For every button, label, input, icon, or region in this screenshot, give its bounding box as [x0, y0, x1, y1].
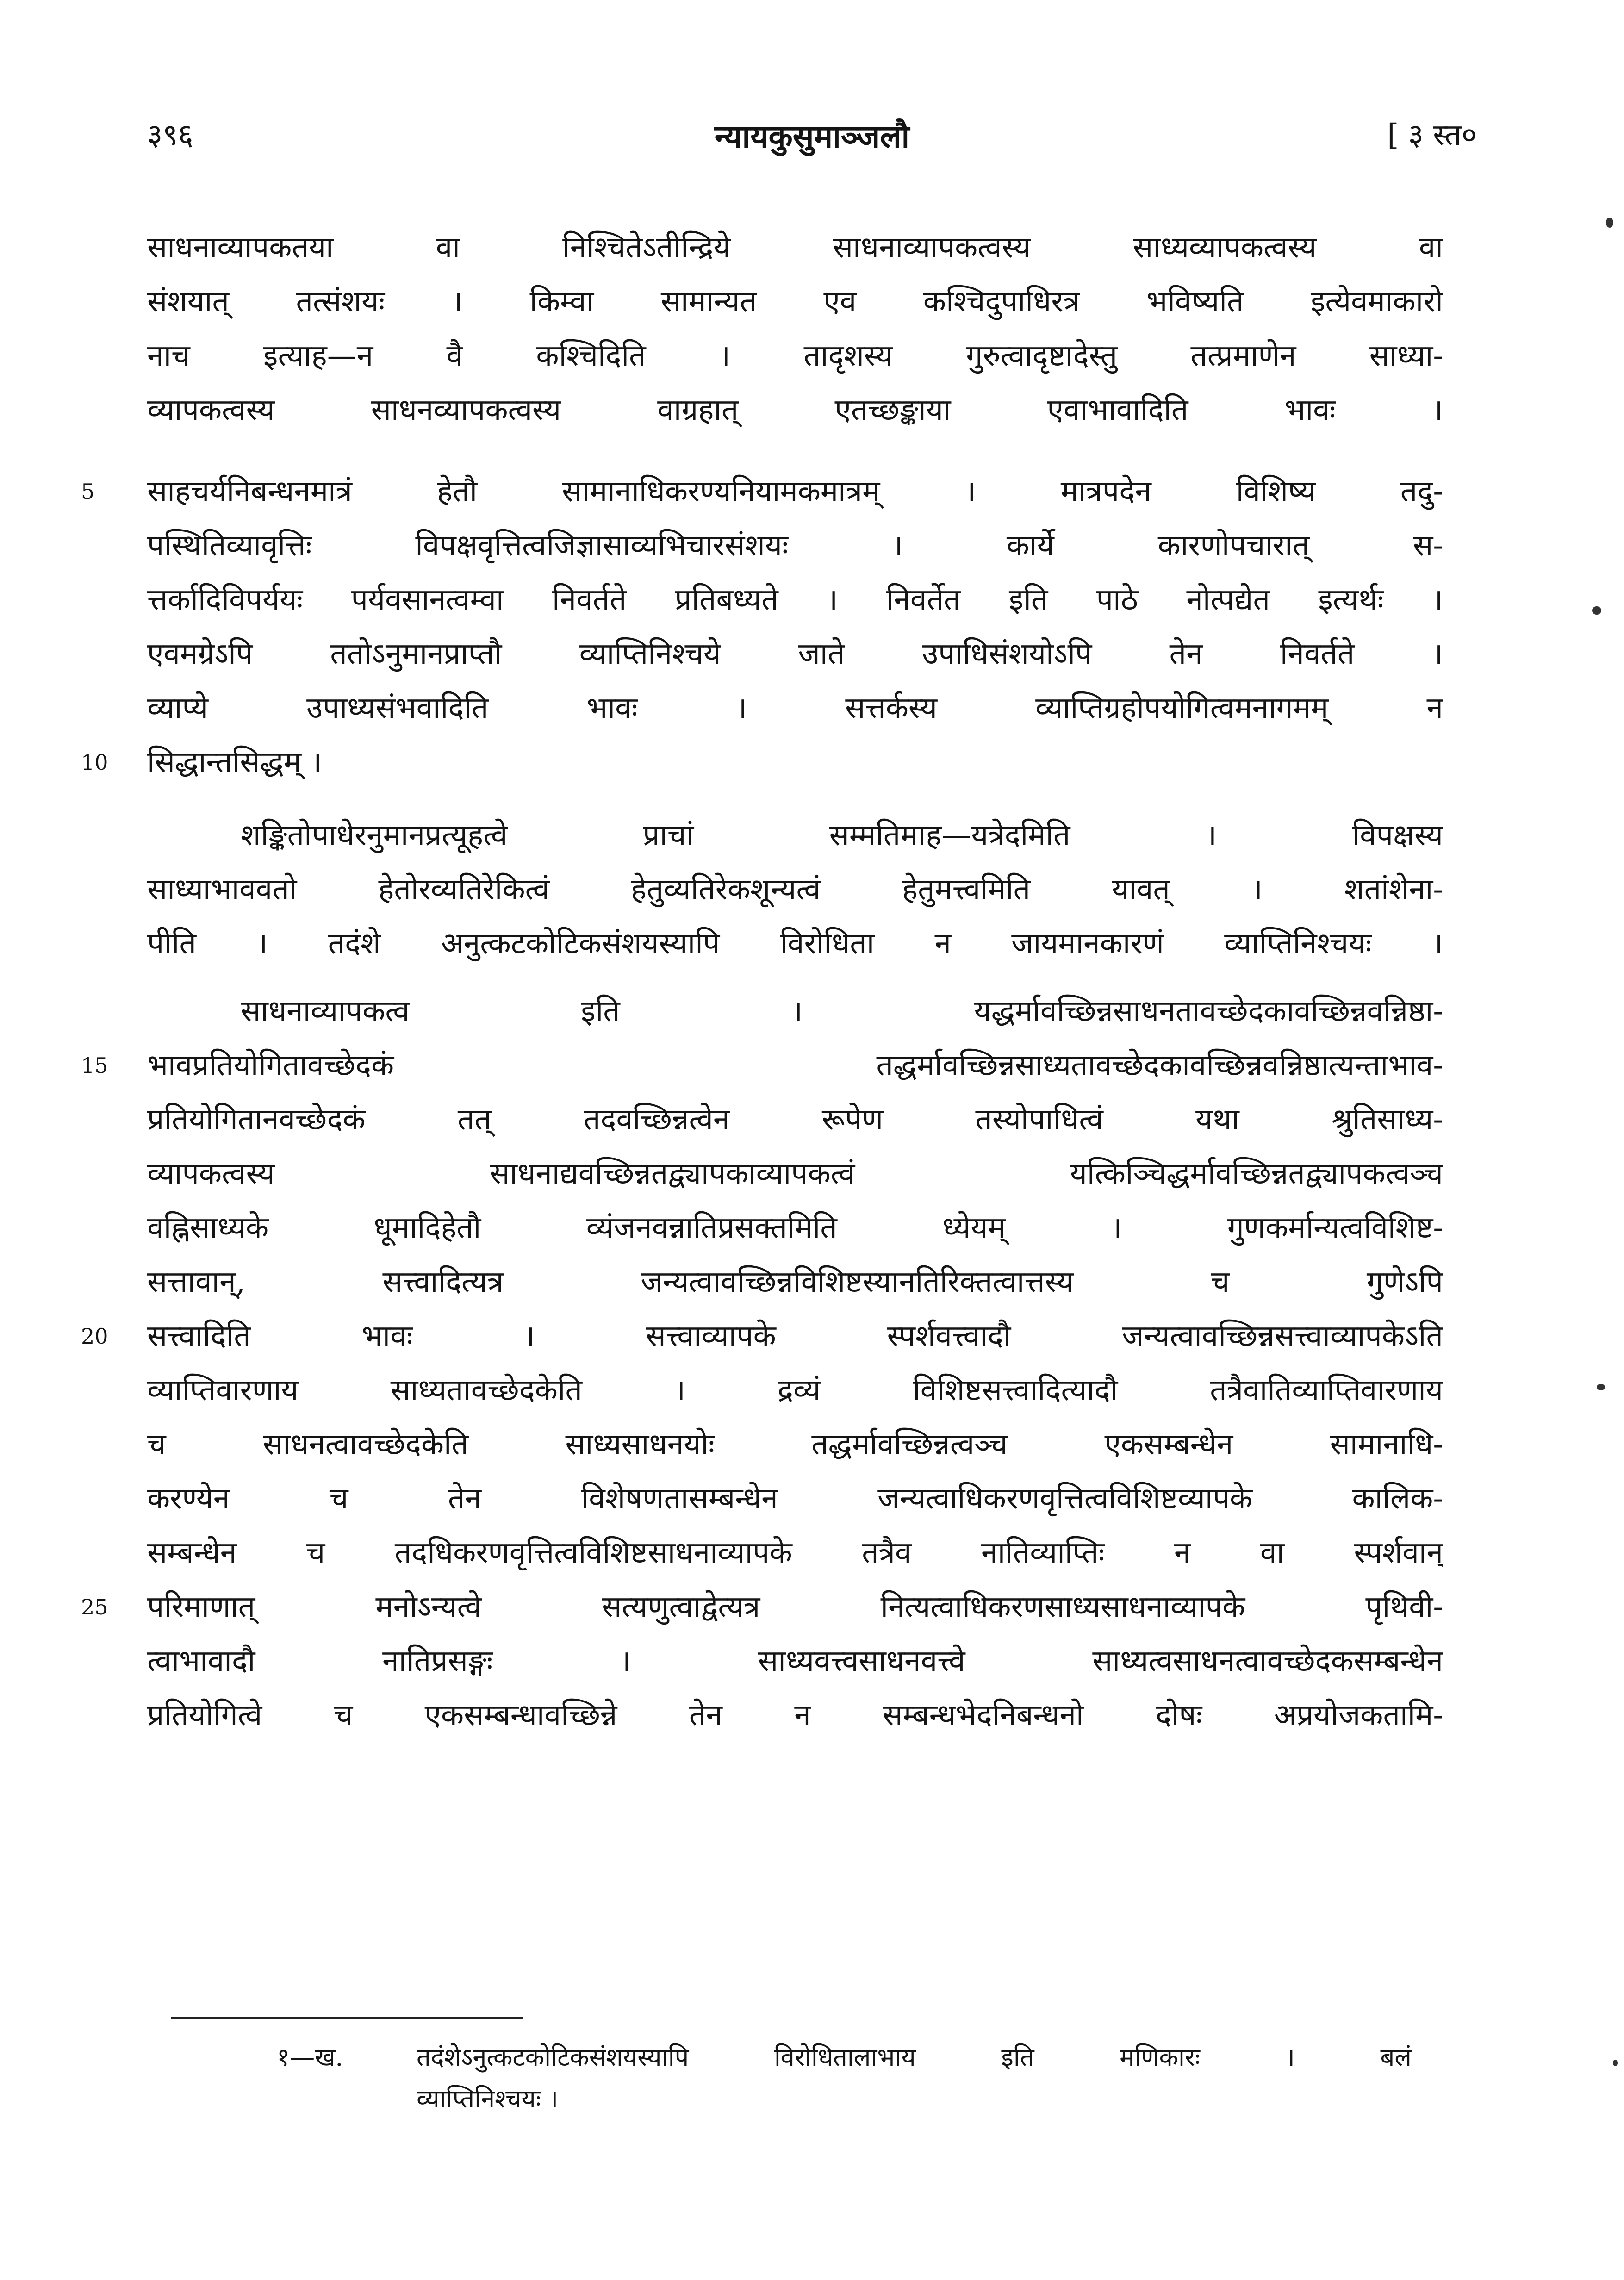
footnote-marker: १—ख. — [277, 2043, 343, 2072]
text-line: एवमग्रेऽपि ततोऽनुमानप्राप्तौ व्याप्तिनिश्चये जाते उपाधिसंशयोऽपि तेन निवर्तते । — [147, 637, 1443, 671]
text-line: सिद्धान्तसिद्धम् । — [147, 745, 322, 779]
text-line: त्वाभावादौ नातिप्रसङ्गः । साध्यवत्त्वसाधनवत्त्वे साध्यत्वसाधनत्वावच्छेदकसम्बन्धेन — [147, 1644, 1443, 1678]
text-line: साधनाव्यापकत्व इति । यद्धर्मावच्छिन्नसाधनतावच्छेदकावच्छिन्नवन्निष्ठा- — [241, 994, 1443, 1028]
line-number: 25 — [81, 1595, 108, 1620]
line-number: 5 — [81, 479, 95, 504]
text-line: व्यापकत्वस्य साधनाद्यवच्छिन्नतद्व्यापकाव्यापकत्वं यत्किञ्चिद्धर्मावच्छिन्नतद्व्यापकत्वञ्च — [147, 1157, 1443, 1191]
text-line: च साधनत्वावच्छेदकेति साध्यसाधनयोः तद्धर्मावच्छिन्नत्वञ्च एकसम्बन्धेन सामानाधि- — [147, 1427, 1443, 1462]
text-line: पीति । तदंशे अनुत्कटकोटिकसंशयस्यापि विरोधिता न जायमानकारणं व्याप्तिनिश्चयः । — [147, 927, 1443, 961]
text-line: व्याप्तिवारणाय साध्यतावच्छेदकेति । द्रव्यं विशिष्टसत्त्वादित्यादौ तत्रैवातिव्याप्तिवारणाय — [147, 1373, 1443, 1408]
line-number: 10 — [81, 750, 108, 775]
text-line: व्यापकत्वस्य साधनव्यापकत्वस्य वाग्रहात् एतच्छङ्काया एवाभावादिति भावः । — [147, 393, 1443, 427]
page-header — [147, 113, 1477, 169]
footnote-text: तदंशेऽनुत्कटकोटिकसंशयस्यापि विरोधितालाभाय इति मणिकारः । बलं — [417, 2043, 1412, 2072]
text-line: परिमाणात् मनोऽन्यत्वे सत्यणुत्वाद्वेत्यत्र नित्यत्वाधिकरणसाध्यसाधनाव्यापके पृथिवी- — [147, 1590, 1443, 1624]
text-line: पस्थितिव्यावृत्तिः विपक्षवृत्तित्वजिज्ञासाव्यभिचारसंशयः । कार्ये कारणोपचारात् स- — [147, 529, 1443, 563]
text-line: शङ्कितोपाधेरनुमानप्रत्यूहत्वे प्राचां सम्मतिमाह—यत्रेदमिति । विपक्षस्य — [241, 818, 1443, 853]
text-line: प्रतियोगित्वे च एकसम्बन्धावच्छिन्ने तेन न सम्बन्धभेदनिबन्धनो दोषः अप्रयोजकतामि- — [147, 1698, 1443, 1732]
footnote-continuation: व्याप्तिनिश्चयः । — [417, 2084, 559, 2113]
text-line: सत्तावान्, सत्त्वादित्यत्र जन्यत्वावच्छिन्नविशिष्टस्यानतिरिक्तत्वात्तस्य च गुणेऽपि — [147, 1265, 1443, 1299]
line-number: 15 — [81, 1053, 108, 1078]
section-marker: [ ३ स्त० — [1387, 118, 1477, 152]
text-line: संशयात् तत्संशयः । किम्वा सामान्यत एव कश्चिदुपाधिरत्र भविष्यति इत्येवमाकारो — [147, 285, 1443, 319]
footnote-rule — [171, 2017, 523, 2019]
scan-speck — [1613, 2060, 1618, 2066]
text-line: त्तर्कादिविपर्ययः पर्यवसानत्वम्वा निवर्तते प्रतिबध्यते । निवर्तेत इति पाठे नोत्पद्येत इत्यर्थः । — [147, 583, 1443, 617]
text-line: भावप्रतियोगितावच्छेदकं तद्धर्मावच्छिन्नसाध्यतावच्छेदकावच्छिन्नवन्निष्ठात्यन्ताभाव- — [147, 1048, 1443, 1083]
text-line: सम्बन्धेन च तदधिकरणवृत्तित्वविशिष्टसाधनाव्यापके तत्रैव नातिव्याप्तिः न वा स्पर्शवान् — [147, 1536, 1443, 1570]
text-line: वह्निसाध्यके धूमादिहेतौ व्यंजनवन्नातिप्रसक्तमिति ध्येयम् । गुणकर्मान्यत्वविशिष्ट- — [147, 1211, 1443, 1245]
scan-speck — [1597, 1384, 1605, 1390]
text-line: करण्येन च तेन विशेषणतासम्बन्धेन जन्यत्वाधिकरणवृत्तित्वविशिष्टव्यापके कालिक- — [147, 1482, 1443, 1516]
text-line: व्याप्ये उपाध्यसंभवादिति भावः । सत्तर्कस्य व्याप्तिग्रहोपयोगित्वमनागमम् न — [147, 691, 1443, 725]
text-line: नाच इत्याह—न वै कश्चिदिति । तादृशस्य गुरुत्वादृष्टादेस्तु तत्प्रमाणेन साध्या- — [147, 339, 1443, 373]
scan-speck — [1606, 218, 1613, 228]
text-line: साधनाव्यापकतया वा निश्चितेऽतीन्द्रिये साधनाव्यापकत्वस्य साध्यव्यापकत्वस्य वा — [147, 230, 1443, 265]
running-title: न्यायकुसुमाञ्जलौ — [714, 118, 910, 155]
text-line: सत्त्वादिति भावः । सत्त्वाव्यापके स्पर्शवत्त्वादौ जन्यत्वावच्छिन्नसत्त्वाव्यापकेऽति — [147, 1319, 1443, 1353]
scan-speck — [1592, 606, 1601, 615]
text-line: साहचर्यनिबन्धनमात्रं हेतौ सामानाधिकरण्यनियामकमात्रम् । मात्रपदेन विशिष्य तदु- — [147, 474, 1443, 509]
line-number: 20 — [81, 1324, 108, 1349]
text-line: साध्याभाववतो हेतोरव्यतिरेकित्वं हेतुव्यतिरेकशून्यत्वं हेतुमत्त्वमिति यावत् । शतांशेना- — [147, 872, 1443, 907]
page-number: ३९६ — [147, 118, 193, 152]
text-line: प्रतियोगितानवच्छेदकं तत् तदवच्छिन्नत्वेन रूपेण तस्योपाधित्वं यथा श्रुतिसाध्य- — [147, 1103, 1443, 1137]
